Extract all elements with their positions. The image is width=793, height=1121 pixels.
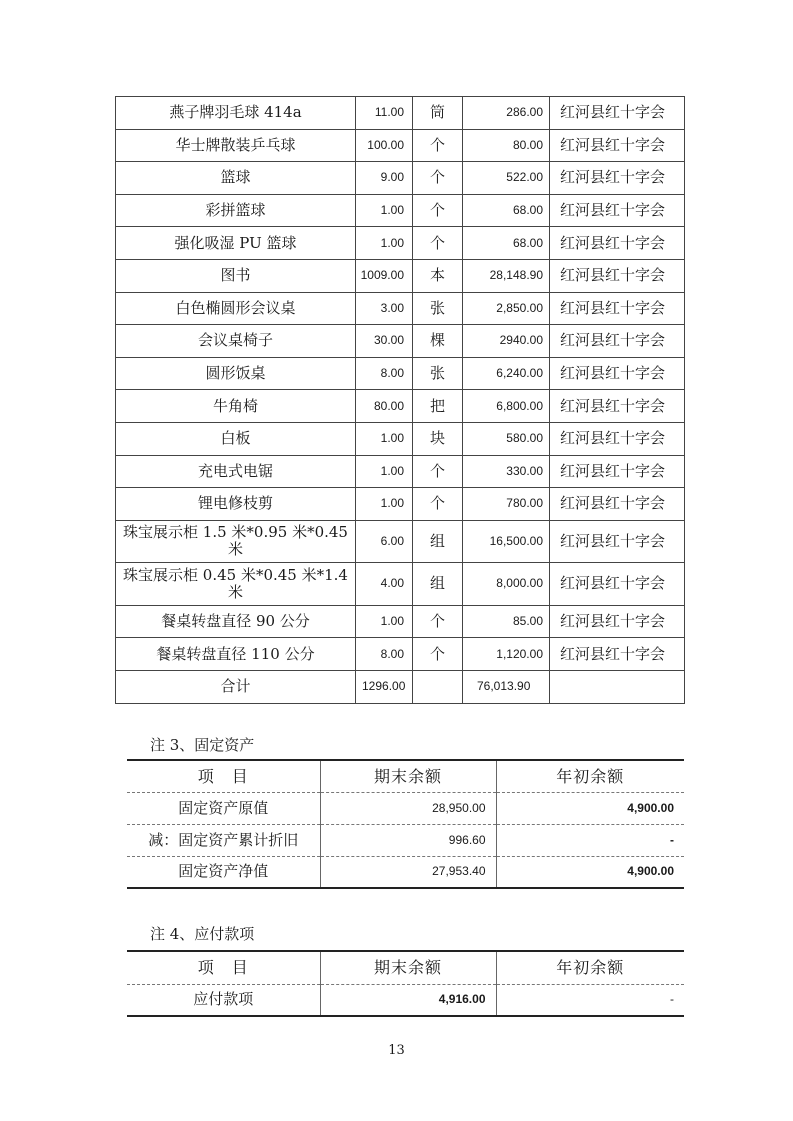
- item-quantity: 1.00: [356, 194, 413, 227]
- item-unit: 个: [413, 455, 463, 488]
- item-quantity: 1.00: [356, 605, 413, 638]
- item-unit: 个: [413, 194, 463, 227]
- donations-table-body: [116, 97, 685, 671]
- table-row: [116, 129, 685, 162]
- item-unit: 棵: [413, 325, 463, 358]
- header-begin-balance: 年初余额: [496, 760, 684, 792]
- item-quantity: 8.00: [356, 638, 413, 671]
- fixed-assets-row: [127, 792, 684, 824]
- header-item: 项 目: [127, 951, 320, 984]
- payables-header-row: [127, 951, 684, 984]
- item-quantity: 1.00: [356, 488, 413, 521]
- item-amount: 522.00: [463, 162, 550, 195]
- table-row: [116, 605, 685, 638]
- item-unit: 筒: [413, 97, 463, 130]
- item-name: 彩拼篮球: [116, 194, 356, 227]
- table-row: [116, 488, 685, 521]
- fixed-assets-begin: -: [496, 824, 684, 856]
- table-row: [116, 194, 685, 227]
- fixed-assets-begin: 4,900.00: [496, 792, 684, 824]
- item-donor: 红河县红十字会: [550, 162, 685, 195]
- item-unit: 个: [413, 488, 463, 521]
- item-amount: 6,800.00: [463, 390, 550, 423]
- item-amount: 1,120.00: [463, 638, 550, 671]
- item-amount: 6,240.00: [463, 357, 550, 390]
- table-row: [116, 162, 685, 195]
- total-donor-cell: [550, 670, 685, 703]
- item-donor: 红河县红十字会: [550, 129, 685, 162]
- item-unit: 本: [413, 259, 463, 292]
- payables-row: [127, 984, 684, 1016]
- item-unit: 张: [413, 357, 463, 390]
- item-unit: 个: [413, 638, 463, 671]
- item-quantity: 1.00: [356, 422, 413, 455]
- payables-begin: -: [496, 984, 684, 1016]
- item-donor: 红河县红十字会: [550, 97, 685, 130]
- item-quantity: 9.00: [356, 162, 413, 195]
- fixed-assets-end: 28,950.00: [320, 792, 496, 824]
- header-end-balance: 期末余额: [320, 760, 496, 792]
- item-quantity: 6.00: [356, 520, 413, 563]
- item-donor: 红河县红十字会: [550, 488, 685, 521]
- note4-title: 注 4、应付款项: [150, 925, 255, 943]
- item-amount: 580.00: [463, 422, 550, 455]
- table-row: [116, 357, 685, 390]
- fixed-assets-item: 固定资产原值: [127, 792, 320, 824]
- total-label: 合计: [116, 670, 356, 703]
- item-quantity: 30.00: [356, 325, 413, 358]
- item-amount: 8,000.00: [463, 563, 550, 606]
- item-quantity: 8.00: [356, 357, 413, 390]
- fixed-assets-item: 减：固定资产累计折旧: [127, 824, 320, 856]
- page-number: 13: [388, 1043, 405, 1058]
- item-quantity: 4.00: [356, 563, 413, 606]
- item-quantity: 11.00: [356, 97, 413, 130]
- item-amount: 68.00: [463, 194, 550, 227]
- item-amount: 16,500.00: [463, 520, 550, 563]
- item-amount: 28,148.90: [463, 259, 550, 292]
- item-quantity: 80.00: [356, 390, 413, 423]
- item-name: 珠宝展示柜 1.5 米*0.95 米*0.45 米: [116, 520, 356, 563]
- fixed-assets-header-row: [127, 760, 684, 792]
- table-row: [116, 97, 685, 130]
- table-row: [116, 455, 685, 488]
- item-quantity: 3.00: [356, 292, 413, 325]
- item-name: 餐桌转盘直径 110 公分: [116, 638, 356, 671]
- item-unit: 组: [413, 563, 463, 606]
- item-name: 珠宝展示柜 0.45 米*0.45 米*1.4 米: [116, 563, 356, 606]
- table-row: [116, 520, 685, 563]
- table-row: [116, 563, 685, 606]
- item-unit: 个: [413, 162, 463, 195]
- item-name: 篮球: [116, 162, 356, 195]
- item-donor: 红河县红十字会: [550, 605, 685, 638]
- table-row: [116, 292, 685, 325]
- item-amount: 286.00: [463, 97, 550, 130]
- item-unit: 组: [413, 520, 463, 563]
- item-quantity: 1.00: [356, 227, 413, 260]
- table-row: [116, 638, 685, 671]
- table-row: [116, 227, 685, 260]
- item-donor: 红河县红十字会: [550, 422, 685, 455]
- item-amount: 2940.00: [463, 325, 550, 358]
- header-item: 项 目: [127, 760, 320, 792]
- item-donor: 红河县红十字会: [550, 357, 685, 390]
- table-row: [116, 259, 685, 292]
- donations-table: [115, 96, 685, 704]
- fixed-assets-row: [127, 824, 684, 856]
- item-donor: 红河县红十字会: [550, 259, 685, 292]
- item-quantity: 1.00: [356, 455, 413, 488]
- item-donor: 红河县红十字会: [550, 292, 685, 325]
- item-name: 图书: [116, 259, 356, 292]
- header-begin-balance: 年初余额: [496, 951, 684, 984]
- item-name: 牛角椅: [116, 390, 356, 423]
- payables-item: 应付款项: [193, 990, 254, 1009]
- item-amount: 68.00: [463, 227, 550, 260]
- item-name: 餐桌转盘直径 90 公分: [116, 605, 356, 638]
- item-name: 华士牌散装乒乓球: [116, 129, 356, 162]
- item-name: 充电式电锯: [116, 455, 356, 488]
- fixed-assets-end: 27,953.40: [320, 856, 496, 888]
- item-unit: 张: [413, 292, 463, 325]
- item-name: 会议桌椅子: [116, 325, 356, 358]
- fixed-assets-begin: 4,900.00: [496, 856, 684, 888]
- table-total-row: [116, 670, 685, 703]
- note3-title: 注 3、固定资产: [150, 736, 255, 754]
- header-end-balance: 期末余额: [320, 951, 496, 984]
- fixed-assets-table: [127, 759, 684, 889]
- item-unit: 块: [413, 422, 463, 455]
- item-donor: 红河县红十字会: [550, 563, 685, 606]
- total-qty: 1296.00: [356, 670, 413, 703]
- fixed-assets-row: [127, 856, 684, 888]
- total-amount: 76,013.90: [463, 670, 550, 703]
- fixed-assets-item: 固定资产净值: [178, 862, 269, 881]
- item-name: 燕子牌羽毛球 414a: [116, 97, 356, 130]
- item-name: 白色椭圆形会议桌: [116, 292, 356, 325]
- item-amount: 85.00: [463, 605, 550, 638]
- item-amount: 2,850.00: [463, 292, 550, 325]
- item-unit: 个: [413, 605, 463, 638]
- item-name: 白板: [116, 422, 356, 455]
- item-amount: 80.00: [463, 129, 550, 162]
- item-donor: 红河县红十字会: [550, 390, 685, 423]
- table-row: [116, 422, 685, 455]
- item-quantity: 100.00: [356, 129, 413, 162]
- item-unit: 个: [413, 227, 463, 260]
- item-donor: 红河县红十字会: [550, 227, 685, 260]
- item-donor: 红河县红十字会: [550, 194, 685, 227]
- item-amount: 330.00: [463, 455, 550, 488]
- item-amount: 780.00: [463, 488, 550, 521]
- payables-end: 4,916.00: [320, 984, 496, 1016]
- total-unit-cell: [413, 670, 463, 703]
- item-donor: 红河县红十字会: [550, 638, 685, 671]
- item-name: 强化吸湿 PU 篮球: [116, 227, 356, 260]
- item-donor: 红河县红十字会: [550, 520, 685, 563]
- item-unit: 把: [413, 390, 463, 423]
- item-name: 锂电修枝剪: [116, 488, 356, 521]
- item-donor: 红河县红十字会: [550, 455, 685, 488]
- item-name: 圆形饭桌: [116, 357, 356, 390]
- item-donor: 红河县红十字会: [550, 325, 685, 358]
- fixed-assets-end: 996.60: [320, 824, 496, 856]
- table-row: [116, 390, 685, 423]
- item-unit: 个: [413, 129, 463, 162]
- item-quantity: 1009.00: [356, 259, 413, 292]
- table-row: [116, 325, 685, 358]
- payables-table: [127, 950, 684, 1017]
